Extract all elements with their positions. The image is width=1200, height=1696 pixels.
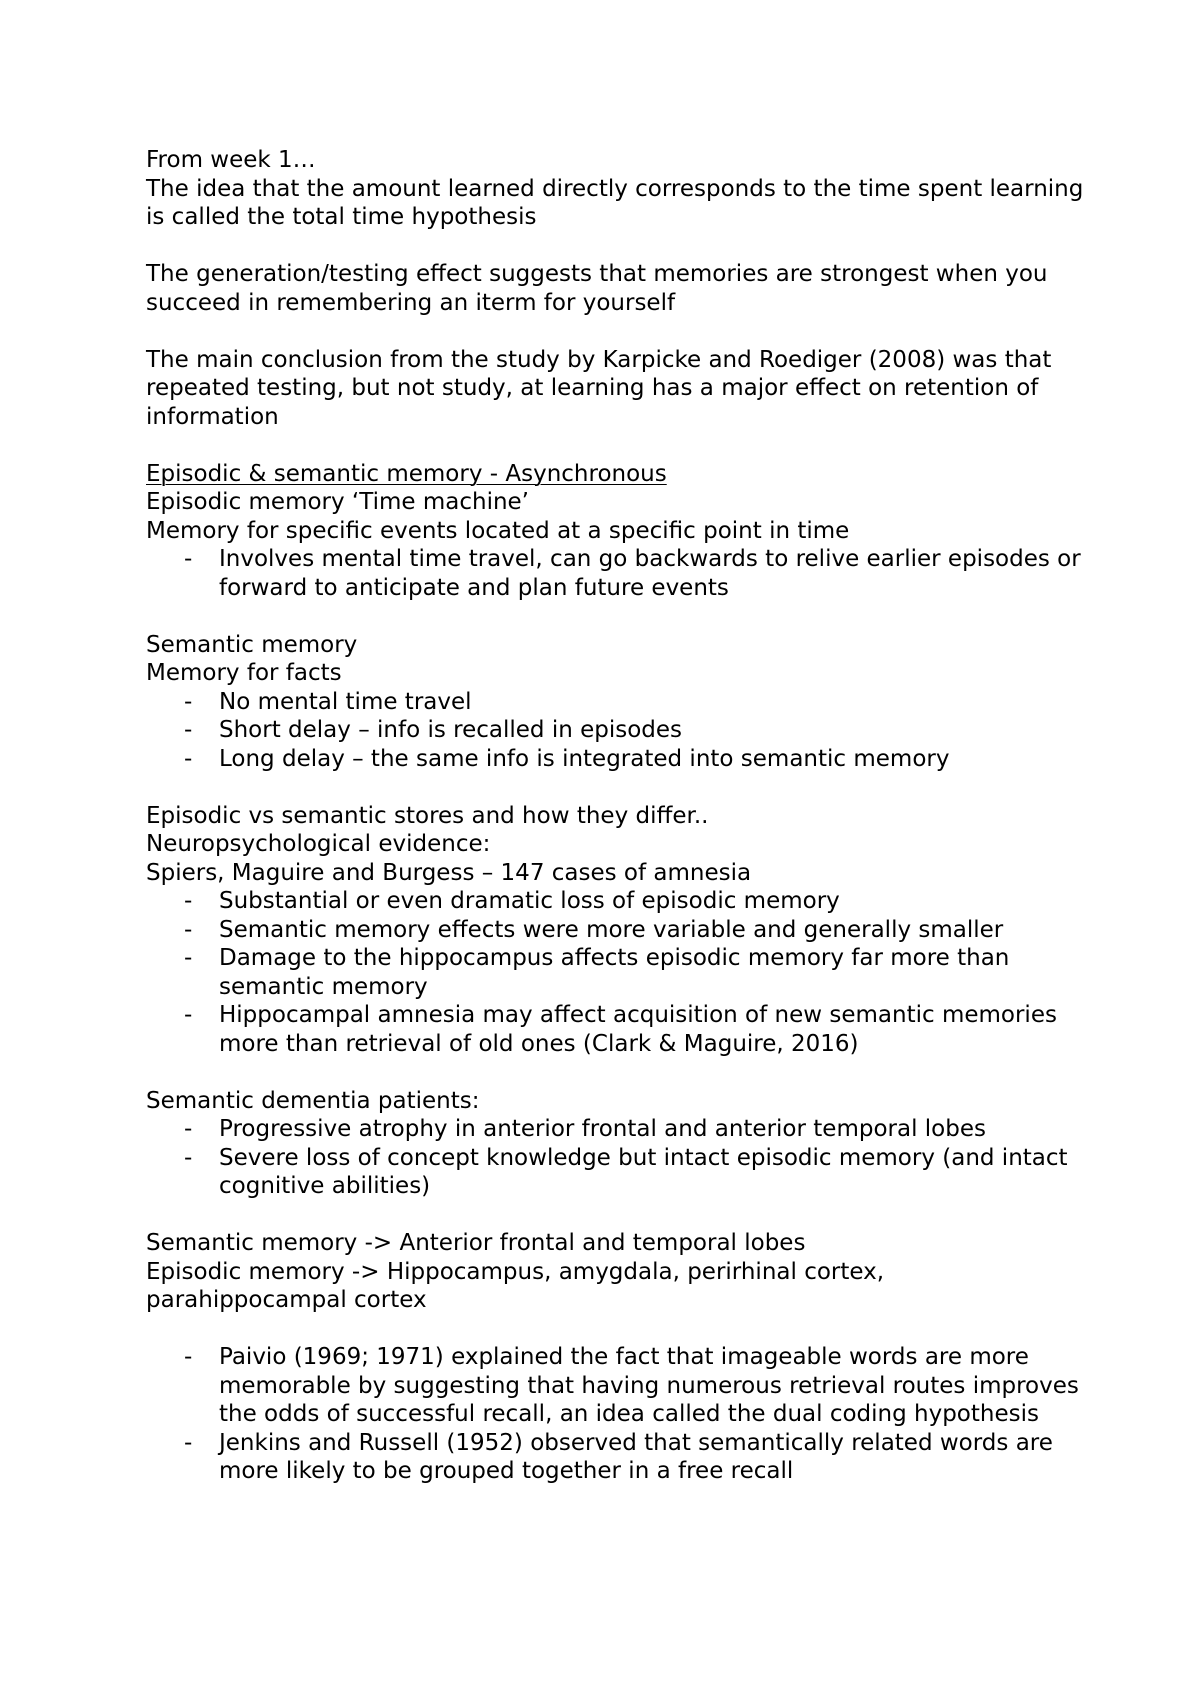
list-item-text: Short delay – info is recalled in episodes <box>219 717 683 743</box>
spacer <box>146 1058 1086 1087</box>
list-item-text: Damage to the hippocampus affects episodic memory far more than semantic memory <box>219 945 1010 1000</box>
list-item <box>146 545 1086 602</box>
neuro-evidence-line: Neuropsychological evidence: <box>146 831 491 857</box>
list-item <box>146 716 1086 745</box>
list-item <box>146 887 1086 916</box>
spacer <box>146 602 1086 631</box>
week-heading: From week 1… <box>146 147 316 173</box>
spacer <box>146 232 1086 261</box>
list-item-text: Jenkins and Russell (1952) observed that semantically related words are more likely to be grouped together in a free recall <box>219 1429 1053 1484</box>
spacer <box>146 773 1086 802</box>
document-body <box>146 146 1086 1486</box>
dash-marker: - <box>184 945 193 971</box>
dash-marker: - <box>184 745 193 772</box>
list-item <box>146 1115 1086 1144</box>
total-time-paragraph: The idea that the amount learned directly corresponds to the time spent learning is called the total time hypothesis <box>146 175 1084 230</box>
spacer <box>146 1315 1086 1344</box>
spacer <box>146 1201 1086 1230</box>
dash-marker: - <box>184 888 193 914</box>
episodic-definition-line: Memory for specific events located at a specific point in time <box>146 517 850 544</box>
semantic-bullet-list <box>146 688 1086 774</box>
list-item-text: Progressive atrophy in anterior frontal and anterior temporal lobes <box>219 1116 986 1142</box>
semantic-heading-line: Semantic memory <box>146 631 358 658</box>
stores-bullet-list <box>146 887 1086 1058</box>
episodic-bullet-list <box>146 545 1086 602</box>
section-title-episodic-semantic: Episodic & semantic memory - Asynchronous <box>146 460 667 487</box>
dash-marker: - <box>184 1002 193 1028</box>
dash-marker: - <box>184 1116 193 1142</box>
karpicke-paragraph: The main conclusion from the study by Karpicke and Roediger (2008) was that repeated testing, but not study, at learning has a major effect on retention of information <box>146 346 1052 430</box>
dash-marker: - <box>184 1144 193 1171</box>
stores-differ-line: Episodic vs semantic stores and how they differ.. <box>146 802 709 829</box>
dash-marker: - <box>184 688 193 715</box>
list-item <box>146 1429 1086 1486</box>
list-item <box>146 1343 1086 1429</box>
list-item-text: Long delay – the same info is integrated into semantic memory <box>219 745 950 772</box>
list-item-text: Involves mental time travel, can go backwards to relive earlier episodes or forward to anticipate and plan future events <box>219 546 1081 601</box>
generation-effect-paragraph: The generation/testing effect suggests that memories are strongest when you succeed in remembering an iterm for yourself <box>146 261 1048 316</box>
dash-marker: - <box>184 1429 193 1456</box>
list-item-text: No mental time travel <box>219 688 472 715</box>
episodic-time-machine-line: Episodic memory ‘Time machine’ <box>146 489 529 515</box>
dash-marker: - <box>184 717 193 743</box>
final-bullet-list <box>146 1343 1086 1486</box>
semantic-region-line: Semantic memory -> Anterior frontal and temporal lobes <box>146 1230 806 1256</box>
dementia-bullet-list <box>146 1115 1086 1201</box>
list-item <box>146 944 1086 1001</box>
spiers-cases-line: Spiers, Maguire and Burgess – 147 cases of amnesia <box>146 859 752 886</box>
list-item-text: Substantial or even dramatic loss of episodic memory <box>219 888 840 914</box>
spacer <box>146 431 1086 460</box>
list-item <box>146 916 1086 945</box>
episodic-region-line: Episodic memory -> Hippocampus, amygdala, perirhinal cortex, parahippocampal cortex <box>146 1258 885 1313</box>
spacer <box>146 317 1086 346</box>
list-item-text: Paivio (1969; 1971) explained the fact that imageable words are more memorable by suggesting that having numerous retrieval routes improves the odds of successful recall, an idea called the dual coding hypothesis <box>219 1344 1079 1427</box>
dementia-heading-line: Semantic dementia patients: <box>146 1087 480 1114</box>
list-item-text: Hippocampal amnesia may affect acquisition of new semantic memories more than retrieval of old ones (Clark & Maguire, 2016) <box>219 1002 1057 1057</box>
list-item <box>146 1001 1086 1058</box>
list-item-text: Semantic memory effects were more variable and generally smaller <box>219 916 1004 943</box>
list-item <box>146 688 1086 717</box>
list-item <box>146 745 1086 774</box>
list-item-text: Severe loss of concept knowledge but intact episodic memory (and intact cognitive abilities) <box>219 1144 1068 1199</box>
dash-marker: - <box>184 916 193 943</box>
dash-marker: - <box>184 546 193 572</box>
semantic-definition-line: Memory for facts <box>146 660 342 686</box>
list-item <box>146 1144 1086 1201</box>
dash-marker: - <box>184 1344 193 1370</box>
